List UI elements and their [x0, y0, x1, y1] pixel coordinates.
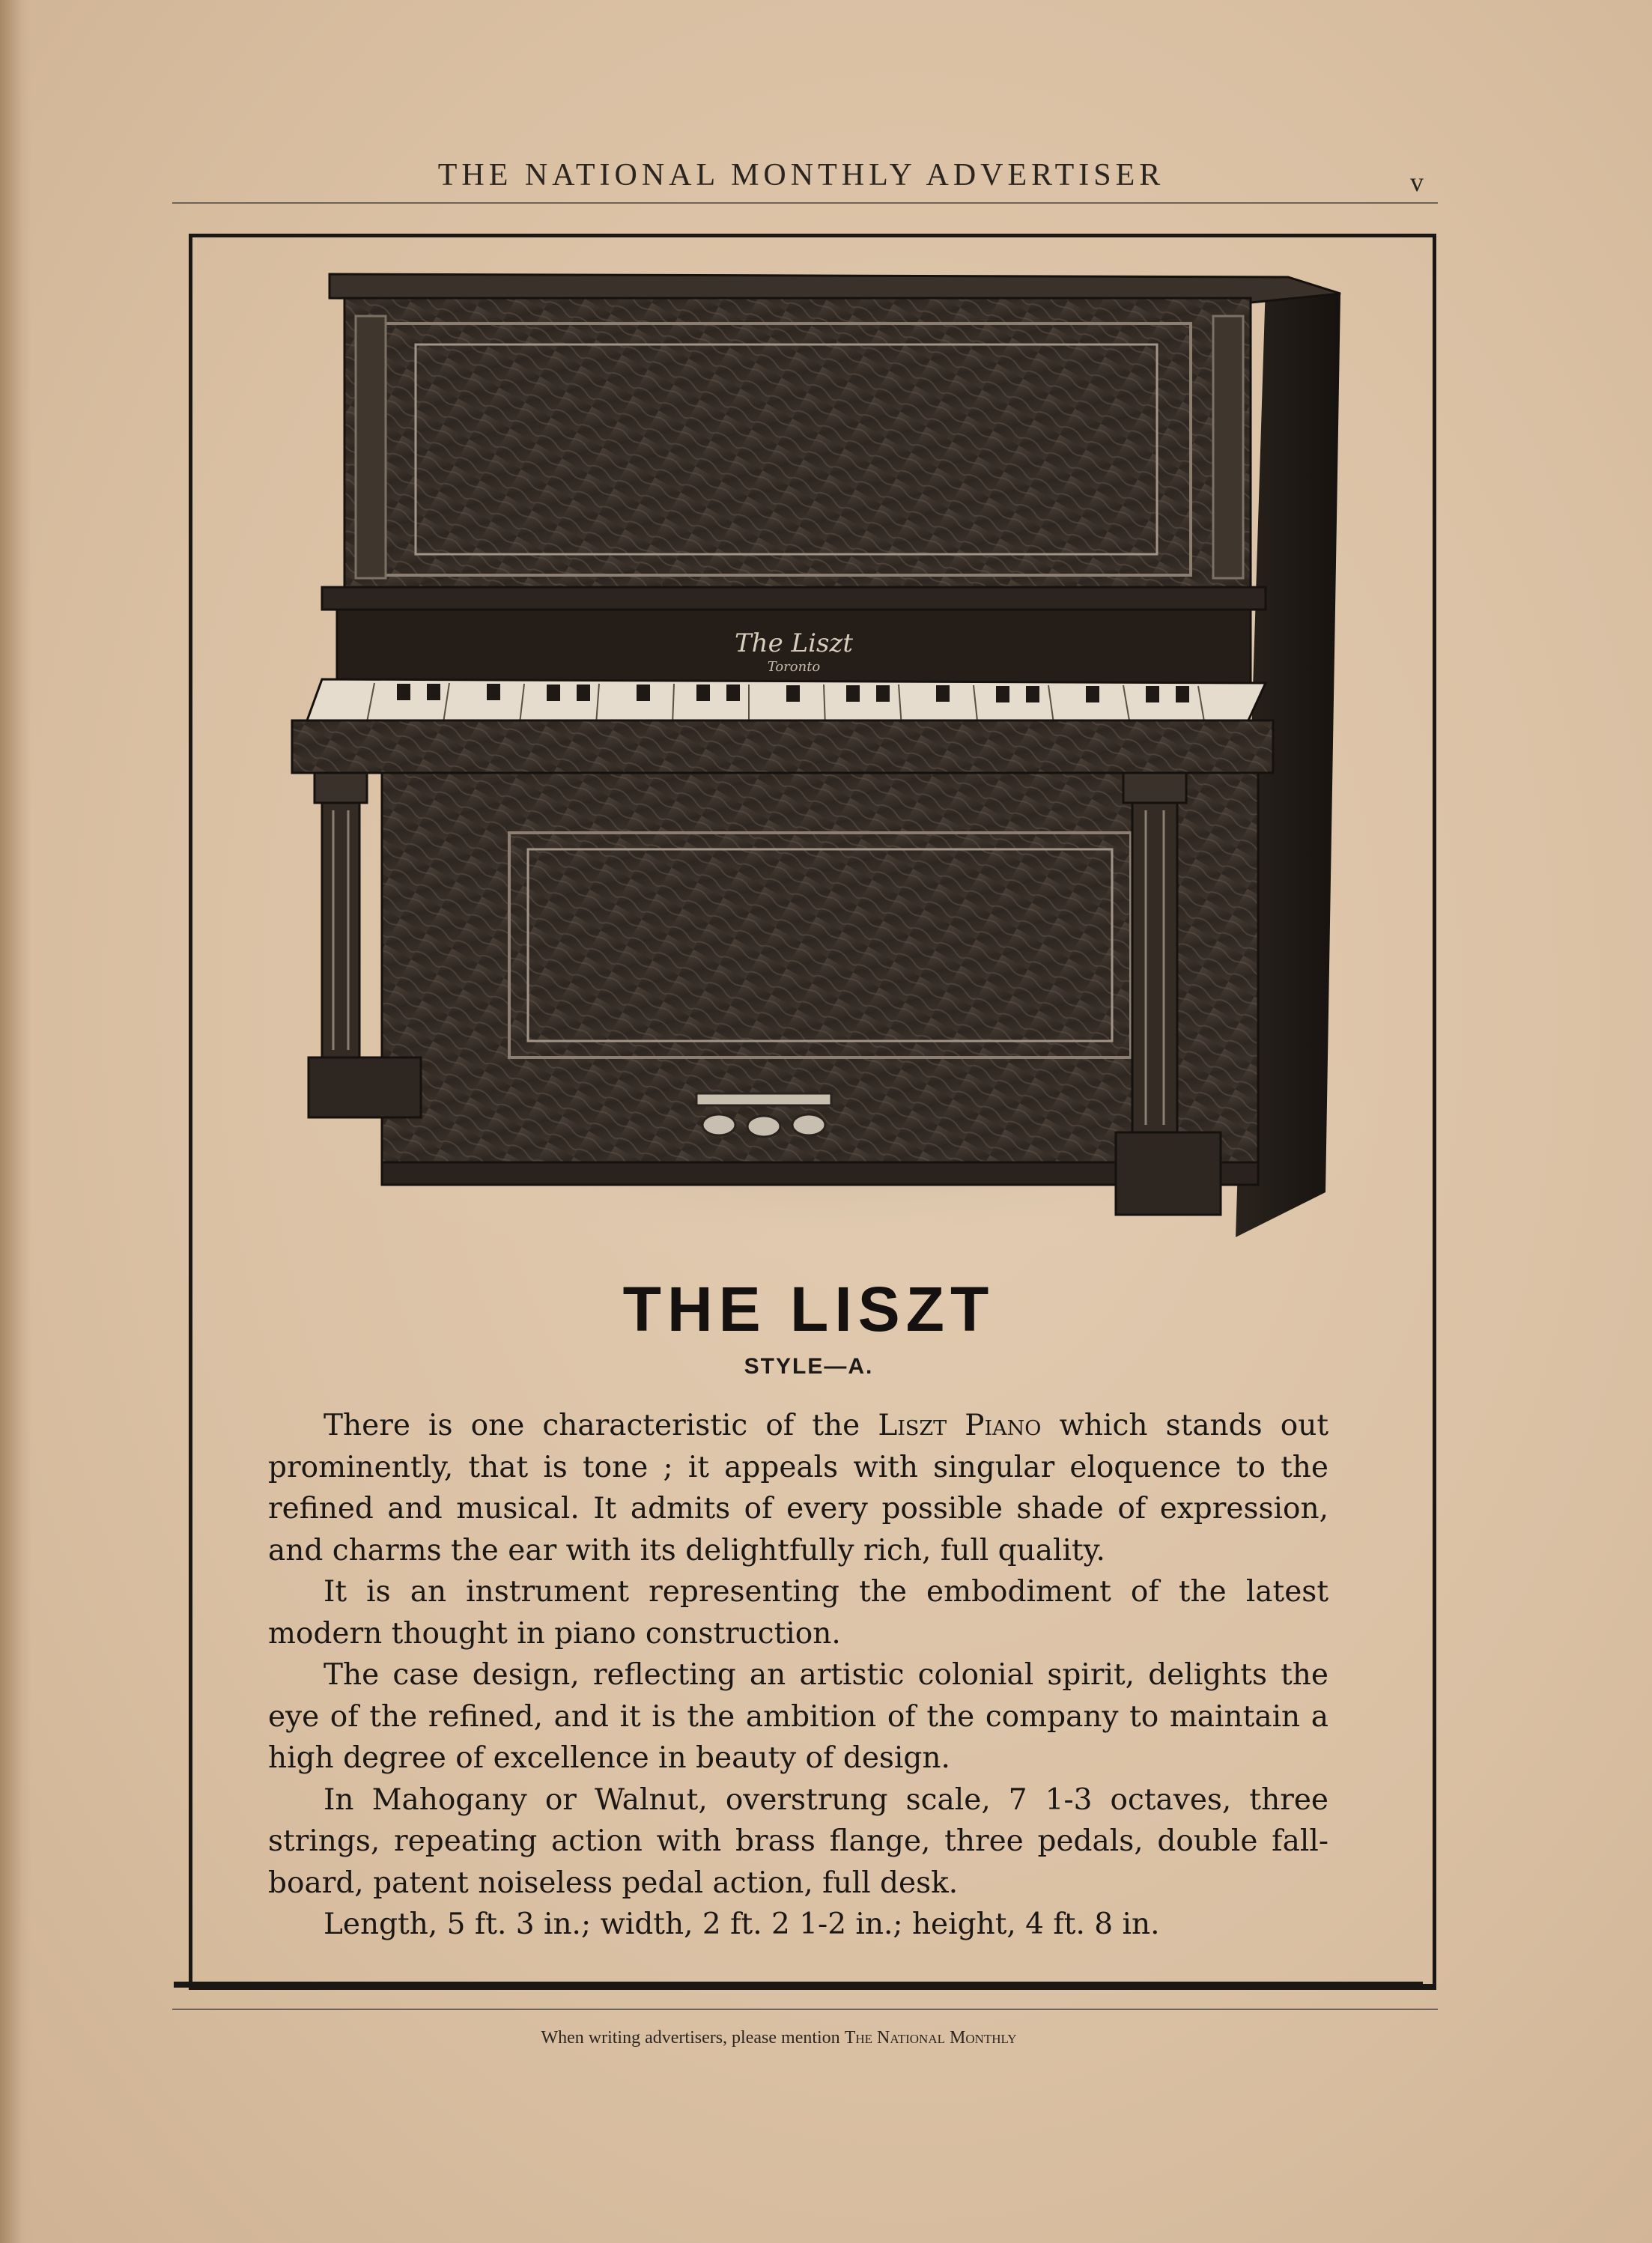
page-spine-shadow	[0, 0, 31, 2243]
nameboard-city: Toronto	[767, 659, 821, 675]
advert-style: STYLE—A.	[744, 1354, 874, 1379]
piano-illustration	[225, 264, 1363, 1267]
footer-note: When writing advertisers, please mention The National Monthly	[541, 2028, 1017, 2048]
advert-title: THE LISZT	[622, 1274, 995, 1344]
paragraph-1: There is one characteristic of the Liszt Piano which stands out prominently, that is tone ; it appeals with singular eloquence to the refined and musical. It admits of every possible shade of expression, and charms the ear with its delightfully rich, full quality.	[268, 1409, 1328, 1567]
right-pilaster	[1213, 316, 1243, 578]
left-pilaster	[356, 316, 386, 578]
footer-rule	[172, 2009, 1438, 2010]
paragraph-4: In Mahogany or Walnut, overstrung scale, 7 1-3 octaves, three strings, repeating action with brass flange, three pedals, double fall-board, patent noiseless pedal action, full desk.	[268, 1782, 1328, 1900]
page-number: v	[1410, 167, 1424, 197]
fallboard-rail	[322, 587, 1266, 610]
nameboard-brand: The Liszt	[735, 628, 853, 658]
running-head: THE NATIONAL MONTHLY ADVERTISER	[437, 158, 1165, 192]
advert-body	[268, 1405, 1328, 1946]
pedals	[696, 1093, 831, 1137]
key-bed	[292, 720, 1273, 773]
paragraph-2: It is an instrument representing the embodiment of the latest modern thought in piano construction.	[268, 1575, 1328, 1651]
frame-bottom-rule	[174, 1982, 1423, 1988]
header-rule	[172, 202, 1438, 204]
dimensions-line: Length, 5 ft. 3 in.; width, 2 ft. 2 1-2 in.; height, 4 ft. 8 in.	[324, 1907, 1160, 1941]
upper-cabinet	[344, 298, 1251, 598]
paragraph-3: The case design, reflecting an artistic colonial spirit, delights the eye of the refined, and it is the ambition of the company to maintain a high degree of excellence in beauty of design.	[268, 1658, 1328, 1775]
